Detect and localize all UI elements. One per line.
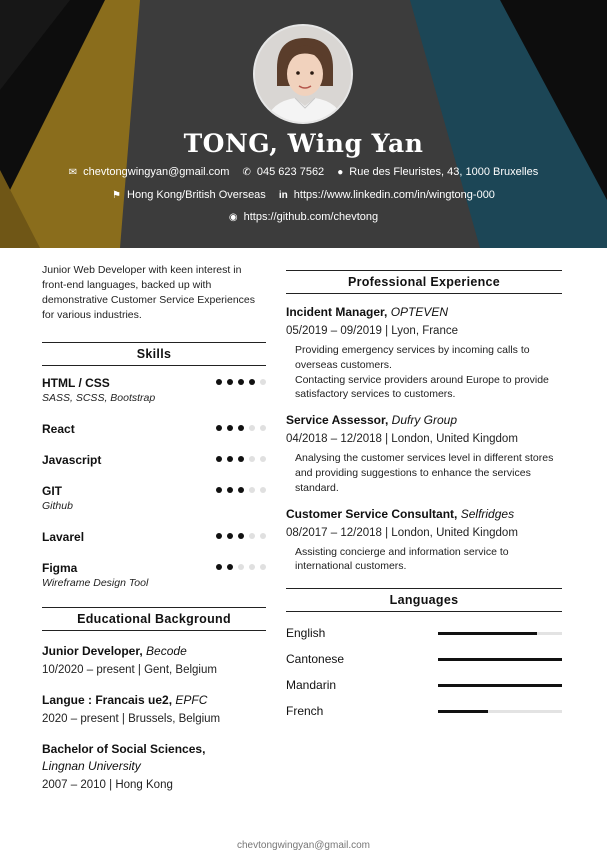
skill-dot-filled: [238, 379, 244, 385]
job-title: Incident Manager, OPTEVEN: [286, 305, 449, 319]
address-contact: ● Rue des Fleuristes, 43, 1000 Bruxelles: [337, 166, 539, 178]
language-name: French: [286, 704, 324, 719]
skill-dot-filled: [227, 379, 233, 385]
language-level-fill: [438, 684, 562, 687]
experience-list: [286, 304, 562, 574]
github-icon: ◉: [228, 212, 238, 223]
education-date: 2007 – 2010 | Hong Kong: [42, 779, 173, 791]
phone-contact[interactable]: ✆ 045 623 7562: [242, 166, 325, 178]
experience-heading: Professional Experience: [286, 270, 562, 294]
skill-dot-filled: [238, 487, 244, 493]
skill-dot-empty: [260, 533, 266, 539]
education-item: [42, 741, 266, 794]
skill-level-dots: [216, 379, 266, 385]
linkedin-link[interactable]: in https://www.linkedin.com/in/wingtong-000: [278, 189, 495, 201]
education-title: Langue : Francais ue2, EPFC: [42, 693, 208, 707]
language-name: Cantonese: [286, 652, 345, 667]
github-link[interactable]: ◉ https://github.com/chevtong: [228, 211, 379, 223]
language-name: Mandarin: [286, 678, 337, 693]
skill-dot-empty: [249, 564, 255, 570]
job-description: Analysing the customer services level in different stores and providing suggestions to enhance the services standard.: [295, 452, 554, 494]
skill-item: [42, 561, 266, 607]
skill-dot-empty: [260, 425, 266, 431]
skill-item: [42, 484, 266, 530]
language-level-bar: [438, 658, 562, 661]
language-item: [286, 650, 562, 676]
job-item: [286, 304, 562, 402]
phone-icon: ✆: [242, 167, 251, 178]
nationality-contact: ⚑ Hong Kong/British Overseas: [112, 189, 266, 201]
skill-dot-empty: [249, 487, 255, 493]
job-item: [286, 506, 562, 575]
languages-list: [286, 624, 562, 728]
education-item: [42, 692, 266, 728]
contact-row-1: [0, 166, 607, 178]
job-item: [286, 412, 562, 495]
footer-email[interactable]: chevtongwingyan@gmail.com: [237, 840, 370, 851]
job-date: 04/2018 – 12/2018 | London, United Kingdom: [286, 433, 518, 446]
education-item: [42, 643, 266, 679]
skill-name: GIT: [42, 484, 62, 498]
skill-dot-empty: [249, 425, 255, 431]
skill-dot-filled: [249, 379, 255, 385]
language-level-fill: [438, 658, 562, 661]
job-title: Service Assessor, Dufry Group: [286, 413, 458, 428]
skill-dot-filled: [227, 533, 233, 539]
skill-dot-filled: [216, 564, 222, 570]
education-title: Bachelor of Social Sciences,: [42, 742, 206, 756]
skill-dot-filled: [227, 456, 233, 462]
skill-dot-filled: [216, 487, 222, 493]
skill-level-dots: [216, 564, 266, 570]
skill-dot-filled: [238, 533, 244, 539]
location-pin-icon: ●: [337, 167, 344, 178]
language-level-bar: [438, 632, 562, 635]
skill-level-dots: [216, 533, 266, 539]
job-description: Providing emergency services by incoming calls to overseas customers. Contacting service providers around Europe to provide satisfactory services to customers.: [295, 344, 549, 401]
education-list: [42, 643, 266, 794]
skill-level-dots: [216, 456, 266, 462]
skill-item: [42, 453, 266, 484]
skill-sub: SASS, SCSS, Bootstrap: [42, 392, 156, 404]
skill-dot-empty: [249, 533, 255, 539]
education-title: Junior Developer, Becode: [42, 644, 187, 658]
skill-dot-empty: [238, 564, 244, 570]
skill-name: Lavarel: [42, 530, 85, 544]
language-level-fill: [438, 632, 537, 635]
skill-dot-filled: [227, 425, 233, 431]
skill-dot-empty: [260, 487, 266, 493]
language-item: [286, 702, 562, 728]
skill-item: [42, 530, 266, 561]
skill-sub: Wireframe Design Tool: [42, 577, 149, 589]
job-description: Assisting concierge and information service to international customers.: [295, 545, 509, 573]
candidate-name: TONG, Wing Yan: [183, 129, 424, 158]
email-contact[interactable]: ✉ chevtongwingyan@gmail.com: [68, 166, 230, 178]
skill-dot-empty: [260, 379, 266, 385]
right-column: [286, 270, 562, 728]
linkedin-icon: in: [278, 190, 288, 201]
skill-dot-filled: [216, 533, 222, 539]
education-date: 2020 – present | Brussels, Belgium: [42, 713, 221, 725]
language-item: [286, 624, 562, 650]
job-date: 05/2019 – 09/2019 | Lyon, France: [286, 325, 458, 337]
language-level-bar: [438, 684, 562, 687]
language-level-fill: [438, 710, 488, 713]
job-date: 08/2017 – 12/2018 | London, United Kingdom: [286, 526, 518, 539]
skill-dot-empty: [260, 564, 266, 570]
education-heading: Educational Background: [42, 607, 266, 631]
education-institution: Lingnan University: [42, 759, 141, 773]
header-banner: [0, 0, 607, 248]
languages-heading: Languages: [286, 588, 562, 612]
contact-row-2: [0, 189, 607, 201]
language-level-bar: [438, 710, 562, 713]
skill-name: Javascript: [42, 453, 102, 467]
skill-dot-filled: [216, 425, 222, 431]
skill-dot-filled: [216, 379, 222, 385]
skill-dot-filled: [238, 425, 244, 431]
profile-photo: [253, 24, 353, 124]
skill-level-dots: [216, 487, 266, 493]
skill-dot-empty: [260, 456, 266, 462]
intro-summary: Junior Web Developer with keen interest in front-end languages, backed up with demonstrative Customer Service Experiences for various industries.: [42, 264, 256, 321]
skill-dot-empty: [249, 456, 255, 462]
language-item: [286, 676, 562, 702]
skill-name: React: [42, 422, 75, 436]
skill-level-dots: [216, 425, 266, 431]
left-column: [42, 263, 266, 807]
skill-name: HTML / CSS: [42, 376, 110, 390]
skill-item: [42, 422, 266, 453]
skill-name: Figma: [42, 561, 78, 575]
flag-icon: ⚑: [112, 190, 122, 201]
contact-row-3: [0, 211, 607, 223]
job-title: Customer Service Consultant, Selfridges: [286, 506, 515, 521]
skills-list: [42, 376, 266, 607]
language-name: English: [286, 626, 326, 641]
skill-dot-filled: [227, 564, 233, 570]
skill-dot-filled: [216, 456, 222, 462]
skill-item: [42, 376, 266, 422]
skill-dot-filled: [227, 487, 233, 493]
envelope-icon: ✉: [68, 167, 78, 178]
education-date: 10/2020 – present | Gent, Belgium: [42, 664, 217, 676]
skill-sub: Github: [42, 500, 73, 512]
skills-heading: Skills: [42, 342, 266, 366]
skill-dot-filled: [238, 456, 244, 462]
